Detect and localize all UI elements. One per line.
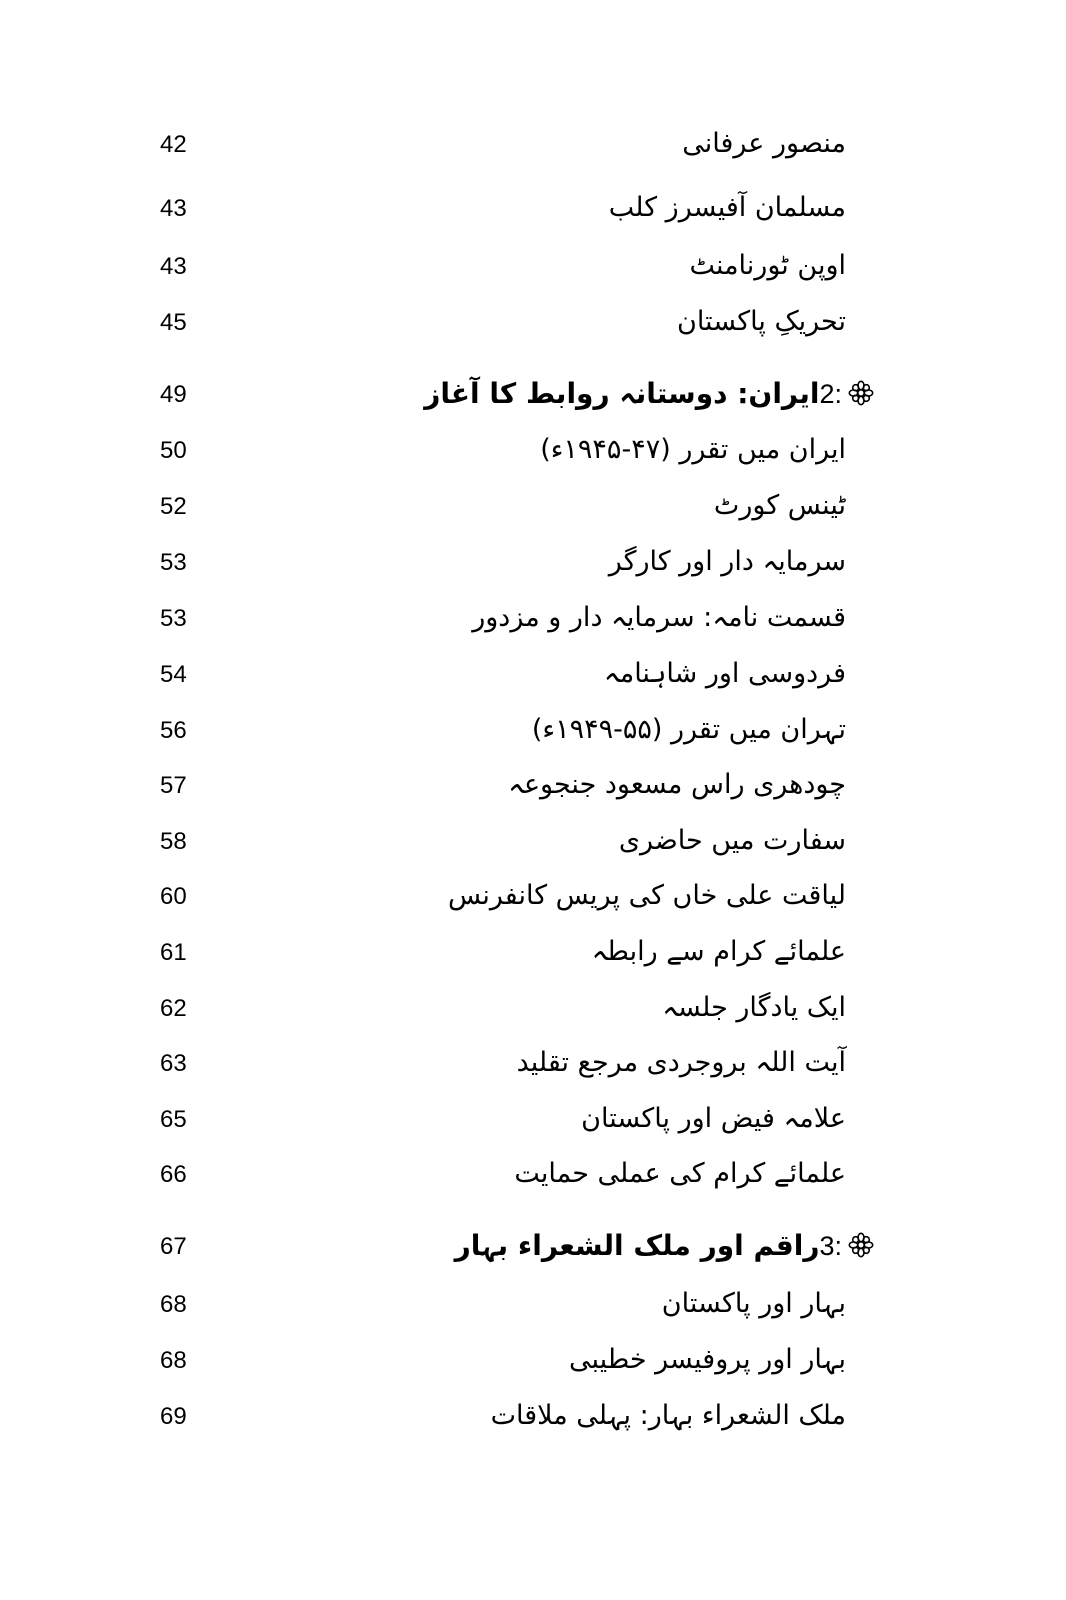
- toc-entry: [0, 244, 1066, 294]
- toc-entry-title: بہار اور پروفیسر خطیبی: [568, 1344, 846, 1375]
- toc-page-number: 42: [160, 131, 187, 158]
- toc-entry-title: فردوسی اور شاہنامہ: [603, 658, 846, 689]
- toc-entry-title: چودھری راس مسعود جنجوعہ: [508, 769, 846, 800]
- toc-entry-title: آیت اللہ بروجردی مرجع تقلید: [516, 1047, 846, 1078]
- toc-page-number: 57: [160, 772, 187, 799]
- chapter-number: 2:: [819, 379, 842, 409]
- toc-page-number: 60: [160, 883, 187, 910]
- toc-chapter-title: [424, 372, 842, 416]
- toc-entry: [0, 484, 1066, 534]
- toc-page-number: 69: [160, 1403, 187, 1430]
- chapter-number: 3:: [819, 1231, 842, 1261]
- toc-entry: [0, 1394, 1066, 1444]
- toc-entry: [0, 428, 1066, 478]
- chapter-title-text: ایران: دوستانہ روابط کا آغاز: [424, 377, 820, 410]
- toc-entry: [0, 874, 1066, 924]
- toc-page-number: 50: [160, 437, 187, 464]
- toc-entry: [0, 819, 1066, 869]
- toc-page-number: 62: [160, 995, 187, 1022]
- toc-entry-title: ایران میں تقرر (۴۷-۱۹۴۵ء): [540, 434, 846, 465]
- toc-page-number: 52: [160, 493, 187, 520]
- toc-entry: [0, 596, 1066, 646]
- toc-page-number: 56: [160, 717, 187, 744]
- toc-entry-title: قسمت نامہ: سرمایہ دار و مزدور: [472, 602, 846, 633]
- toc-entry-title: ایک یادگار جلسہ: [662, 992, 846, 1023]
- toc-page-number: 68: [160, 1291, 187, 1318]
- toc-entry: [0, 986, 1066, 1036]
- toc-page-number: 53: [160, 549, 187, 576]
- toc-entry-title: منصور عرفانی: [682, 128, 846, 159]
- toc-entry-title: مسلمان آفیسرز کلب: [608, 192, 846, 223]
- toc-entry-title: ملک الشعراء بہار: پہلی ملاقات: [490, 1400, 846, 1431]
- toc-page-number: 49: [160, 381, 187, 408]
- toc-entry: [0, 1041, 1066, 1091]
- toc-entry-title: ٹینس کورٹ: [713, 490, 846, 521]
- toc-entry-title: لیاقت علی خاں کی پریس کانفرنس: [447, 880, 846, 911]
- toc-entry: [0, 1282, 1066, 1332]
- toc-page-number: 54: [160, 661, 187, 688]
- toc-entry: [0, 122, 1066, 172]
- toc-entry: [0, 1097, 1066, 1147]
- toc-entry-title: سفارت میں حاضری: [618, 825, 846, 856]
- toc-page-number: 61: [160, 939, 187, 966]
- toc-entry-title: علامہ فیض اور پاکستان: [581, 1103, 846, 1134]
- toc-entry-title: تہران میں تقرر (۵۵-۱۹۴۹ء): [531, 714, 846, 745]
- toc-entry-title: سرمایہ دار اور کارگر: [608, 546, 846, 577]
- toc-page-number: 66: [160, 1161, 187, 1188]
- toc-entry: [0, 540, 1066, 590]
- flower-ornament-icon: [848, 380, 874, 406]
- toc-entry-title: علمائے کرام کی عملی حمایت: [514, 1158, 846, 1189]
- chapter-title-text: راقم اور ملک الشعراء بہار: [454, 1229, 820, 1262]
- toc-entry-title: اوپن ٹورنامنٹ: [689, 250, 846, 281]
- toc-entry-title: تحریکِ پاکستان: [677, 306, 846, 337]
- toc-page-number: 45: [160, 309, 187, 336]
- toc-page-number: 43: [160, 195, 187, 222]
- toc-page-number: 43: [160, 253, 187, 280]
- toc-entry: [0, 300, 1066, 350]
- toc-entry: [0, 652, 1066, 702]
- toc-entry: [0, 763, 1066, 813]
- toc-entry-title: بہار اور پاکستان: [661, 1288, 846, 1319]
- toc-page-number: 53: [160, 605, 187, 632]
- toc-page-number: 67: [160, 1233, 187, 1260]
- toc-chapter-title: [455, 1224, 842, 1268]
- toc-chapter-heading: [0, 1224, 1066, 1274]
- toc-entry: [0, 186, 1066, 236]
- toc-entry: [0, 708, 1066, 758]
- toc-chapter-heading: [0, 372, 1066, 422]
- toc-entry-title: علمائے کرام سے رابطہ: [591, 936, 846, 967]
- toc-page-number: 65: [160, 1106, 187, 1133]
- toc-entry: [0, 1338, 1066, 1388]
- flower-ornament-icon: [848, 1232, 874, 1258]
- toc-page-number: 68: [160, 1347, 187, 1374]
- toc-entry: [0, 1152, 1066, 1202]
- toc-page-number: 58: [160, 828, 187, 855]
- toc-entry: [0, 930, 1066, 980]
- toc-page-number: 63: [160, 1050, 187, 1077]
